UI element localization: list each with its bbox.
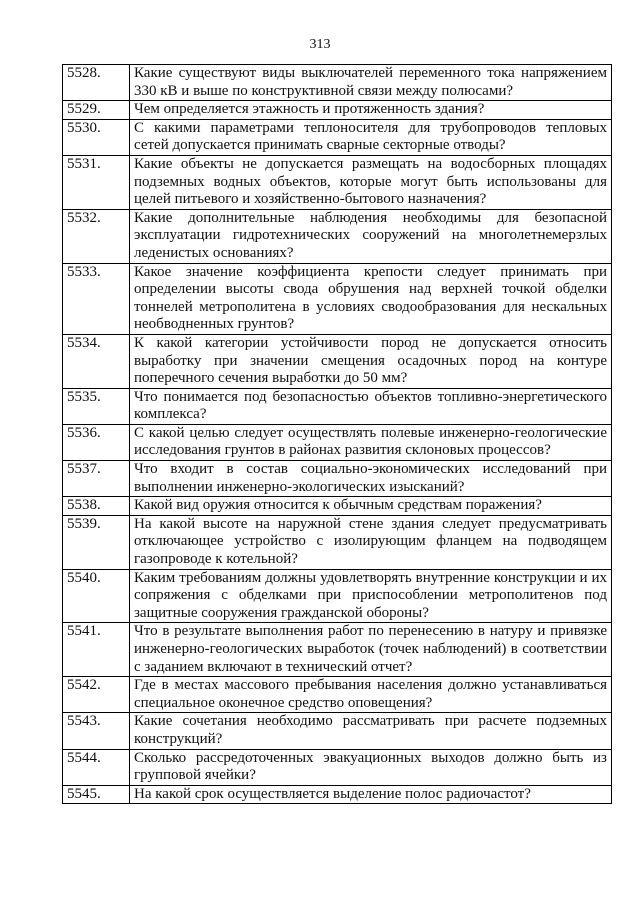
question-number: 5528. [63, 65, 130, 101]
question-row [63, 155, 612, 209]
question-row [63, 713, 612, 749]
question-text: Какие сочетания необходимо рассматривать при расчете подземных конструкций? [130, 713, 612, 749]
question-number: 5540. [63, 569, 130, 623]
question-row [63, 65, 612, 101]
question-number: 5537. [63, 461, 130, 497]
questions-table [62, 64, 612, 804]
question-text: К какой категории устойчивости пород не допускается относить выработку при значении смещения осадочных пород на контуре поперечного сечения выработки до 50 мм? [130, 334, 612, 388]
question-number: 5536. [63, 424, 130, 460]
question-text: Что входит в состав социально-экономических исследований при выполнении инженерно-экологических изысканий? [130, 461, 612, 497]
question-number: 5539. [63, 515, 130, 569]
question-row [63, 677, 612, 713]
question-row [63, 623, 612, 677]
question-row [63, 424, 612, 460]
question-text: С какими параметрами теплоносителя для трубопроводов тепловых сетей допускается принимать сварные секторные отводы? [130, 119, 612, 155]
question-row [63, 785, 612, 804]
question-text: На какой высоте на наружной стене здания следует предусматривать отключающее устройство с изолирующим фланцем на подводящем газопроводе к котельной? [130, 515, 612, 569]
question-number: 5544. [63, 749, 130, 785]
question-text: Чем определяется этажность и протяженность здания? [130, 101, 612, 120]
question-text: С какой целью следует осуществлять полевые инженерно-геологические исследования грунтов в районах развития склоновых процессов? [130, 424, 612, 460]
question-text: На какой срок осуществляется выделение полос радиочастот? [130, 785, 612, 804]
question-text: Где в местах массового пребывания населения должно устанавливаться специальное оконечное средство оповещения? [130, 677, 612, 713]
question-number: 5545. [63, 785, 130, 804]
question-text: Какой вид оружия относится к обычным средствам поражения? [130, 497, 612, 516]
question-row [63, 263, 612, 334]
question-text: Что понимается под безопасностью объектов топливно-энергетического комплекса? [130, 388, 612, 424]
question-number: 5543. [63, 713, 130, 749]
question-text: Какие дополнительные наблюдения необходимы для безопасной эксплуатации гидротехнических сооружений на многолетнемерзлых леденистых основаниях? [130, 209, 612, 263]
question-number: 5534. [63, 334, 130, 388]
question-number: 5532. [63, 209, 130, 263]
question-row [63, 569, 612, 623]
question-text: Что в результате выполнения работ по перенесению в натуру и привязке инженерно-геологических выработок (точек наблюдений) в соответствии с заданием включают в технический отчет? [130, 623, 612, 677]
question-text: Какие объекты не допускается размещать на водосборных площадях подземных водных объектов, которые могут быть использованы для целей питьевого и хозяйственно-бытового назначения? [130, 155, 612, 209]
questions-table-body [63, 65, 612, 804]
question-row [63, 119, 612, 155]
question-number: 5535. [63, 388, 130, 424]
question-text: Какое значение коэффициента крепости следует принимать при определении высоты свода обрушения над верхней точкой обделки тоннелей метрополитена в условиях сводообразования для нескальных необводненных грунтов? [130, 263, 612, 334]
question-row [63, 388, 612, 424]
question-number: 5541. [63, 623, 130, 677]
question-row [63, 497, 612, 516]
question-row [63, 209, 612, 263]
page-number: 313 [309, 37, 331, 52]
question-text: Каким требованиям должны удовлетворять внутренние конструкции и их сопряжения с обделками при приспособлении метрополитенов под защитные сооружения гражданской обороны? [130, 569, 612, 623]
question-number: 5538. [63, 497, 130, 516]
question-row [63, 334, 612, 388]
question-row [63, 461, 612, 497]
question-row [63, 515, 612, 569]
question-number: 5542. [63, 677, 130, 713]
question-row [63, 101, 612, 120]
question-number: 5529. [63, 101, 130, 120]
question-number: 5533. [63, 263, 130, 334]
question-text: Сколько рассредоточенных эвакуационных выходов должно быть из групповой ячейки? [130, 749, 612, 785]
question-text: Какие существуют виды выключателей переменного тока напряжением 330 кВ и выше по конструктивной связи между полюсами? [130, 65, 612, 101]
question-number: 5530. [63, 119, 130, 155]
question-number: 5531. [63, 155, 130, 209]
question-row [63, 749, 612, 785]
